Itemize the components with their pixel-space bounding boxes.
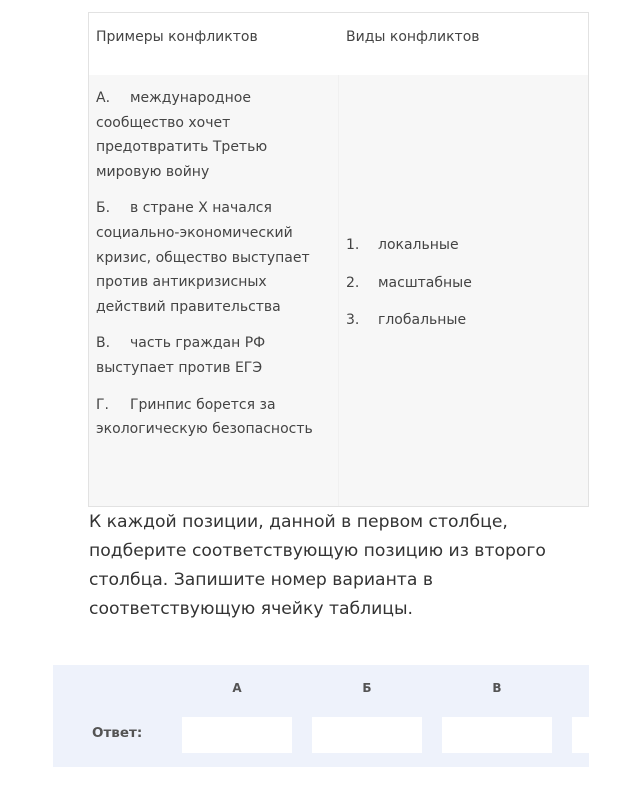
task-instruction: К каждой позиции, данной в первом столбце, подберите соответствующую позицию из второго столбца. Запишите номер варианта в соответствующую ячейку таблицы. [89, 512, 546, 619]
type-number: 1. [346, 237, 360, 253]
answer-block [53, 665, 589, 767]
type-item-1 [346, 233, 576, 271]
column-divider [338, 75, 339, 506]
type-number: 3. [346, 312, 360, 328]
example-text: часть граждан РФ выступает против ЕГЭ [96, 335, 266, 376]
example-text: в стране X начался социально-экономический кризис, общество выступает против антикризисных действий правительства [96, 200, 310, 315]
example-text: международное сообщество хочет предотвратить Третью мировую войну [96, 90, 268, 180]
answer-input-g[interactable] [572, 717, 589, 753]
example-text: Гринпис борется за экологическую безопасность [96, 396, 313, 438]
example-letter: А. [96, 90, 111, 106]
answer-input-a[interactable] [182, 717, 292, 753]
example-item-a [96, 86, 328, 184]
examples-list [96, 86, 328, 454]
header-types: Виды конфликтов [346, 29, 480, 45]
answer-column-b: Б [362, 681, 372, 695]
matching-table [88, 12, 589, 507]
example-letter: В. [96, 335, 111, 352]
type-text: глобальные [378, 312, 467, 328]
answer-input-b[interactable] [312, 717, 422, 753]
example-letter: Г. [96, 396, 109, 413]
header-examples: Примеры конфликтов [96, 29, 258, 45]
type-number: 2. [346, 274, 360, 291]
answer-column-v: В [492, 681, 502, 695]
type-item-2 [346, 271, 576, 309]
example-item-b [96, 196, 328, 319]
example-item-g [96, 393, 328, 442]
example-item-v [96, 331, 328, 380]
answer-label: Ответ: [92, 725, 143, 741]
answer-column-a: А [232, 681, 242, 695]
type-item-3 [346, 308, 576, 346]
example-letter: Б. [96, 200, 111, 217]
answer-input-v[interactable] [442, 717, 552, 753]
type-text: локальные [378, 237, 459, 253]
type-text: масштабные [378, 274, 472, 291]
types-list [346, 233, 576, 346]
